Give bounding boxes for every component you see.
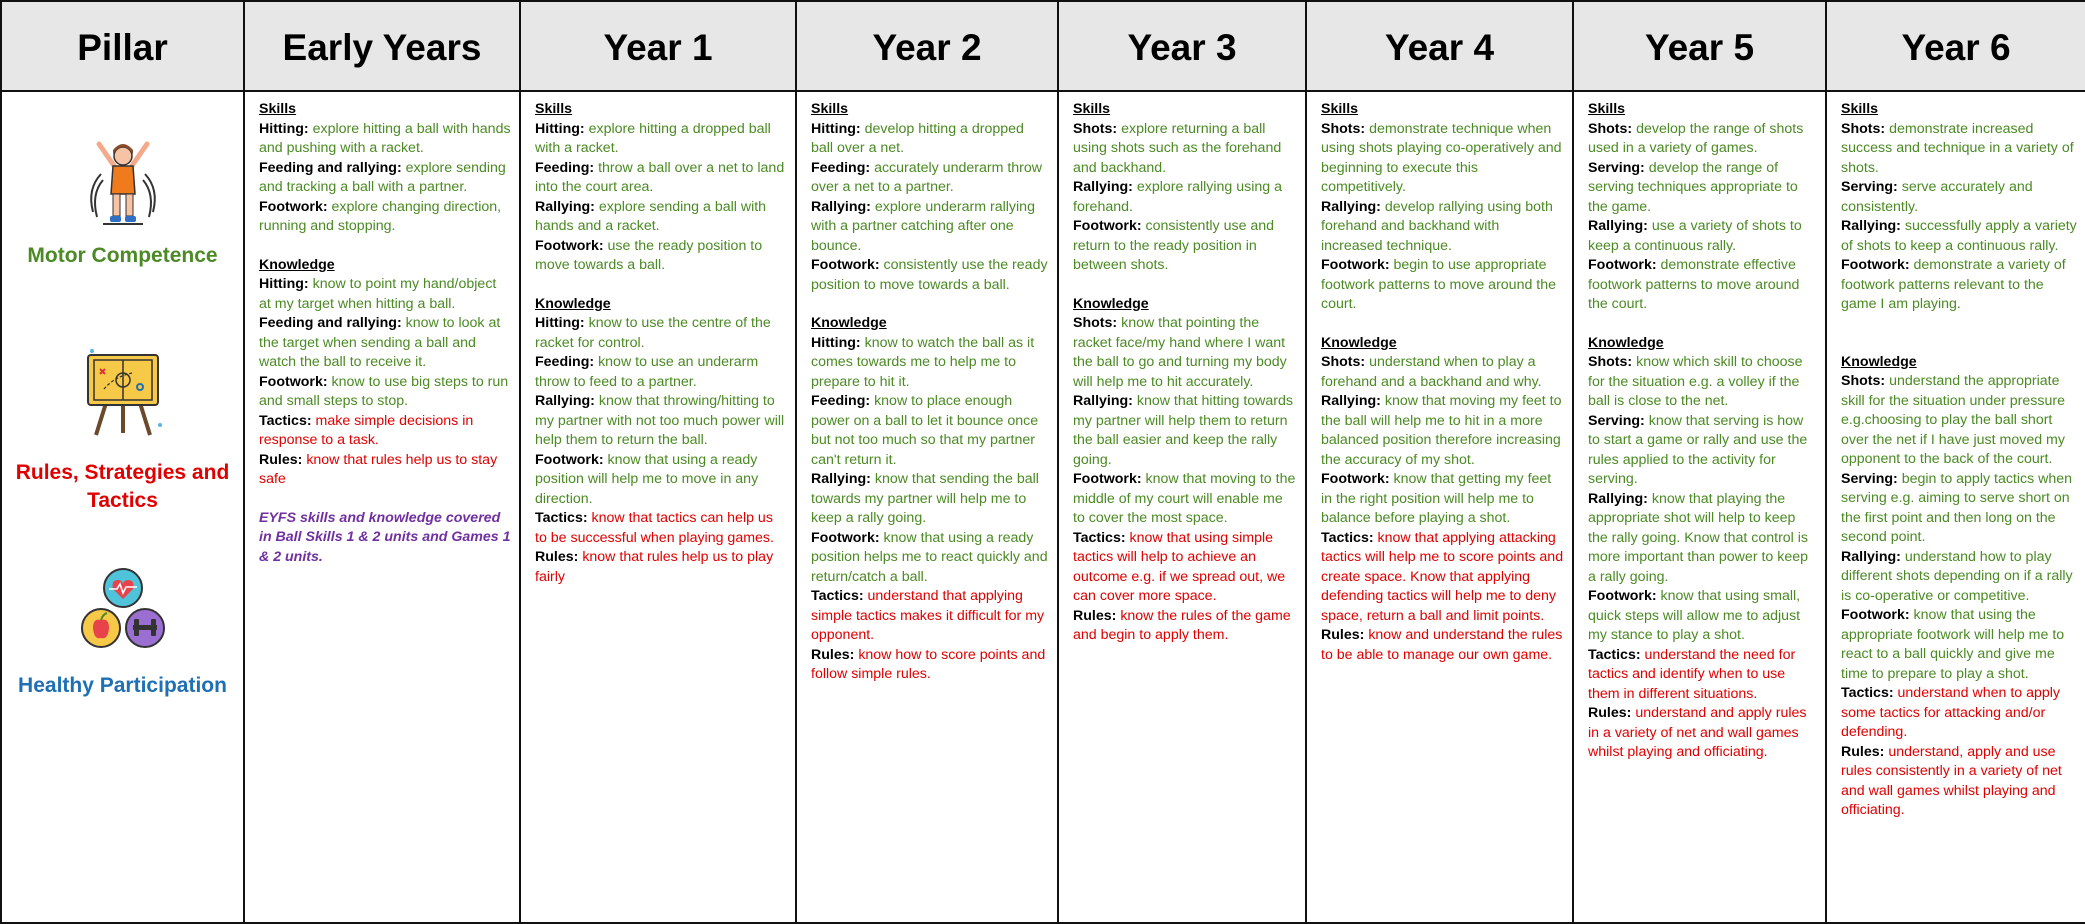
col-early-years xyxy=(244,91,520,923)
item-text: know that pointing the racket face/my hand where I want the ball to go and turning my body will help me to hit accurately. xyxy=(1073,315,1287,390)
skills-item xyxy=(811,120,1049,159)
item-text: develop the range of shots used in a variety of games. xyxy=(1588,120,1804,156)
item-label: Rules: xyxy=(1073,607,1117,624)
item-text: understand how to play different shots depending on if a rally is co-operative or competitive. xyxy=(1841,548,2073,604)
item-text: consistently use and return to the ready position in between shots. xyxy=(1073,218,1275,273)
col-year-1 xyxy=(520,91,796,923)
col-year-3 xyxy=(1058,91,1306,923)
skills-item xyxy=(1841,217,2077,256)
knowledge-item xyxy=(1073,529,1297,607)
item-label: Rallying: xyxy=(1073,393,1133,409)
item-label: Shots: xyxy=(1588,120,1633,137)
knowledge-item xyxy=(259,373,511,412)
item-text: understand that applying simple tactics makes it difficult for my opponent. xyxy=(811,588,1045,643)
item-text: know that using a ready position helps me to react quickly and return/catch a ball. xyxy=(811,529,1048,585)
item-text: begin to use appropriate footwork patterns to move around the court. xyxy=(1321,257,1557,312)
item-text: know that getting my feet in the right position will help me to balance before playing a shot. xyxy=(1321,471,1552,526)
item-label: Hitting: xyxy=(259,276,309,292)
item-label: Footwork: xyxy=(1321,257,1390,273)
skills-item xyxy=(1321,120,1564,198)
item-text: explore sending and tracking a ball with a partner. xyxy=(259,159,506,195)
item-label: Serving: xyxy=(1841,470,1898,487)
item-label: Feeding and rallying: xyxy=(259,159,402,176)
skills-item xyxy=(1321,198,1564,257)
item-text: know that playing the appropriate shot will help to keep the rally going. Know that control is more important than power to keep a rally going. xyxy=(1588,490,1809,585)
item-text: understand, apply and use rules consistently in a variety of net and wall games whilst playing and officiating. xyxy=(1841,743,2062,818)
item-label: Footwork: xyxy=(1588,257,1657,273)
pillar-label-motor: Motor Competence xyxy=(27,244,218,267)
knowledge-item xyxy=(811,646,1049,685)
knowledge-item xyxy=(811,470,1049,529)
item-label: Rallying: xyxy=(1321,198,1381,215)
knowledge-item xyxy=(259,275,511,314)
item-label: Rallying: xyxy=(1321,393,1381,409)
item-text: explore rallying using a forehand. xyxy=(1073,179,1282,215)
skills-item xyxy=(535,237,787,276)
item-label: Rallying: xyxy=(1841,218,1901,234)
item-text: use a variety of shots to keep a continuous rally. xyxy=(1588,218,1802,254)
header-row xyxy=(1,1,2085,91)
header-year-3: Year 3 xyxy=(1058,1,1306,91)
header-year-6: Year 6 xyxy=(1826,1,2085,91)
skills-heading: Skills xyxy=(1321,101,1359,117)
knowledge-heading: Knowledge xyxy=(259,256,335,273)
item-label: Serving: xyxy=(1588,412,1645,429)
item-label: Rules: xyxy=(1588,705,1632,721)
header-early-years: Early Years xyxy=(244,1,520,91)
item-label: Footwork: xyxy=(259,198,328,215)
knowledge-item xyxy=(1841,372,2077,470)
item-label: Shots: xyxy=(1588,354,1633,370)
skills-item xyxy=(1841,256,2077,315)
item-text: know that using a ready position will help me to move in any direction. xyxy=(535,451,759,507)
item-label: Feeding: xyxy=(811,159,871,176)
item-label: Shots: xyxy=(1321,120,1366,137)
knowledge-heading: Knowledge xyxy=(535,295,611,312)
item-text: know that hitting towards my partner will help them to return the ball easier and keep the rally going. xyxy=(1073,393,1294,468)
knowledge-item xyxy=(535,314,787,353)
knowledge-item xyxy=(1321,353,1564,392)
item-text: understand the need for tactics and identify when to use them in different situations. xyxy=(1588,646,1796,702)
skills-heading: Skills xyxy=(1073,101,1111,117)
knowledge-item xyxy=(1588,353,1817,412)
skills-item xyxy=(535,120,787,159)
col-year-2 xyxy=(796,91,1058,923)
item-label: Shots: xyxy=(1841,373,1886,389)
col-year-6 xyxy=(1826,91,2085,923)
item-text: explore hitting a dropped ball with a racket. xyxy=(535,120,771,156)
item-text: demonstrate technique when using shots playing co-operatively and beginning to execute this competitively. xyxy=(1321,120,1562,195)
eyfs-note: EYFS skills and knowledge covered in Ball Skills 1 & 2 units and Games 1 & 2 units. xyxy=(259,509,511,565)
item-label: Footwork: xyxy=(1841,257,1910,273)
item-label: Serving: xyxy=(1588,159,1645,176)
item-text: know that sending the ball towards my partner will help me to keep a rally going. xyxy=(811,471,1039,526)
skills-heading: Skills xyxy=(1841,101,1879,117)
pillar-rules xyxy=(2,347,243,515)
item-label: Feeding and rallying: xyxy=(259,315,402,331)
item-label: Rallying: xyxy=(1073,179,1133,195)
skills-item xyxy=(1588,256,1817,315)
item-label: Rallying: xyxy=(535,393,595,409)
knowledge-item xyxy=(1321,626,1564,665)
item-text: explore returning a ball using shots such as the forehand and backhand. xyxy=(1073,120,1282,176)
item-label: Tactics: xyxy=(1321,529,1374,546)
item-label: Rallying: xyxy=(1588,490,1648,507)
item-text: know to use big steps to run and small steps to stop. xyxy=(259,373,509,409)
item-text: make simple decisions in response to a task. xyxy=(259,412,474,448)
item-text: understand and apply rules in a variety of net and wall games whilst playing and officiating. xyxy=(1588,705,1807,760)
tactics-board-icon xyxy=(80,347,166,437)
skills-heading: Skills xyxy=(1588,101,1626,117)
item-text: know that applying attacking tactics will help me to score points and create space. Know that applying defending tactics will help me to deny space, return a ball and limit points. xyxy=(1321,529,1564,624)
item-label: Feeding: xyxy=(535,354,595,370)
item-label: Footwork: xyxy=(811,529,880,546)
knowledge-item xyxy=(1841,606,2077,684)
item-label: Footwork: xyxy=(1841,607,1910,623)
skills-item xyxy=(1073,178,1297,217)
item-text: develop the range of serving techniques appropriate to the game. xyxy=(1588,159,1798,215)
header-year-2: Year 2 xyxy=(796,1,1058,91)
item-label: Hitting: xyxy=(811,120,861,137)
knowledge-item xyxy=(1073,314,1297,392)
item-text: accurately underarm throw over a net to a partner. xyxy=(811,159,1043,195)
item-text: know how to score points and follow simple rules. xyxy=(811,646,1046,682)
item-label: Rules: xyxy=(1841,743,1885,760)
item-text: demonstrate effective footwork patterns to move around the court. xyxy=(1588,257,1800,312)
item-text: know that using the appropriate footwork will help me to react to a ball quickly and give me time to prepare to play a shot. xyxy=(1841,607,2065,682)
item-text: know that rules help us to play fairly xyxy=(535,549,774,585)
skills-heading: Skills xyxy=(535,101,573,117)
knowledge-item xyxy=(535,548,787,587)
item-text: know that moving to the middle of my court will enable me to cover the most space. xyxy=(1073,471,1296,526)
skills-item xyxy=(1321,256,1564,315)
knowledge-item xyxy=(259,412,511,451)
knowledge-item xyxy=(1588,490,1817,588)
pillar-label-rules: Rules, Strategies and Tactics xyxy=(15,461,230,512)
skills-item xyxy=(811,256,1049,295)
knowledge-item xyxy=(1841,548,2077,607)
skills-heading: Skills xyxy=(811,101,849,117)
item-text: know to use an underarm throw to feed to a partner. xyxy=(535,354,759,390)
item-label: Rules: xyxy=(535,549,579,565)
item-label: Hitting: xyxy=(259,120,309,137)
item-label: Footwork: xyxy=(1588,588,1657,604)
item-text: develop rallying using both forehand and backhand with increased technique. xyxy=(1321,198,1553,254)
content-row xyxy=(1,91,2085,923)
header-year-4: Year 4 xyxy=(1306,1,1573,91)
item-text: throw a ball over a net to land into the court area. xyxy=(535,159,785,195)
pillar-motor xyxy=(2,134,243,270)
skills-item xyxy=(1841,120,2077,179)
item-text: know and understand the rules to be able to manage our own game. xyxy=(1321,627,1563,663)
knowledge-item xyxy=(535,509,787,548)
item-text: explore sending a ball with hands and a racket. xyxy=(535,198,767,234)
knowledge-item xyxy=(1073,392,1297,470)
header-pillar: Pillar xyxy=(1,1,244,91)
skills-item xyxy=(811,159,1049,198)
item-text: know that throwing/hitting to my partner with not too much power will help them to return the ball. xyxy=(535,393,785,448)
skills-item xyxy=(1588,217,1817,256)
pillar-cell xyxy=(1,91,244,923)
item-text: understand the appropriate skill for the situation under pressure e.g.choosing to play the ball short over the net if I have just moved my opponent to the back of the court. xyxy=(1841,373,2065,467)
header-year-1: Year 1 xyxy=(520,1,796,91)
skills-item xyxy=(259,120,511,159)
item-text: know the rules of the game and begin to apply them. xyxy=(1073,607,1291,643)
knowledge-heading: Knowledge xyxy=(811,315,887,331)
knowledge-heading: Knowledge xyxy=(1841,353,1917,370)
item-label: Shots: xyxy=(1073,120,1118,137)
knowledge-heading: Knowledge xyxy=(1588,334,1664,351)
knowledge-item xyxy=(1321,470,1564,529)
item-text: serve accurately and consistently. xyxy=(1841,179,2033,215)
knowledge-item xyxy=(259,451,511,490)
item-label: Shots: xyxy=(1321,354,1366,370)
item-label: Rules: xyxy=(1321,627,1365,643)
item-text: develop hitting a dropped ball over a net. xyxy=(811,120,1024,156)
item-label: Rallying: xyxy=(1841,548,1901,565)
item-label: Rallying: xyxy=(811,198,871,215)
gymnast-icon xyxy=(77,134,169,230)
item-text: know which skill to choose for the situation e.g. a volley if the ball is close to the net. xyxy=(1588,354,1803,409)
item-text: begin to apply tactics when serving e.g. aiming to serve short on the first point and then long on the second point. xyxy=(1841,470,2073,545)
knowledge-item xyxy=(1841,743,2077,821)
item-text: know that using simple tactics will help to achieve an outcome e.g. if we spread out, we can cover more space. xyxy=(1073,529,1286,604)
skills-item xyxy=(1073,120,1297,179)
item-label: Tactics: xyxy=(535,510,588,526)
item-label: Rallying: xyxy=(811,471,871,487)
skills-heading: Skills xyxy=(259,101,297,117)
knowledge-item xyxy=(1588,704,1817,763)
knowledge-item xyxy=(535,353,787,392)
item-text: know that moving my feet to the ball will help me to hit in a more balanced position therefore increasing the accuracy of my shot. xyxy=(1321,393,1562,468)
item-label: Tactics: xyxy=(259,412,312,429)
skills-item xyxy=(535,159,787,198)
item-text: know to watch the ball as it comes towards me to help me to prepare to hit it. xyxy=(811,334,1035,390)
item-label: Feeding: xyxy=(535,159,595,176)
knowledge-item xyxy=(1588,587,1817,646)
item-text: know to look at the target when sending a ball and watch the ball to receive it. xyxy=(259,315,501,370)
item-text: successfully apply a variety of shots to keep a continuous rally. xyxy=(1841,218,2077,254)
knowledge-item xyxy=(1321,392,1564,470)
item-label: Rallying: xyxy=(1588,218,1648,234)
header-year-5: Year 5 xyxy=(1573,1,1826,91)
item-label: Tactics: xyxy=(811,588,864,604)
item-label: Hitting: xyxy=(535,120,585,137)
item-text: use the ready position to move towards a ball. xyxy=(535,237,763,273)
health-icon xyxy=(77,566,169,654)
item-label: Footwork: xyxy=(811,257,880,273)
item-label: Footwork: xyxy=(1073,471,1142,487)
item-label: Tactics: xyxy=(1073,529,1126,546)
item-text: know to point my hand/object at my target when hitting a ball. xyxy=(259,276,497,312)
knowledge-item xyxy=(811,529,1049,588)
item-label: Rules: xyxy=(259,451,303,468)
item-label: Serving: xyxy=(1841,179,1898,195)
item-text: consistently use the ready position to move towards a ball. xyxy=(811,257,1048,293)
item-text: know that rules help us to stay safe xyxy=(259,451,498,487)
item-label: Rules: xyxy=(811,646,855,663)
item-label: Tactics: xyxy=(1588,646,1641,663)
item-text: know that serving is how to start a game or rally and use the rules applied to the activity for serving. xyxy=(1588,412,1808,487)
skills-item xyxy=(1073,217,1297,276)
skills-item xyxy=(1841,178,2077,217)
item-text: explore changing direction, running and stopping. xyxy=(259,198,502,234)
item-text: know that tactics can help us to be successful when playing games. xyxy=(535,510,774,546)
item-label: Footwork: xyxy=(1073,218,1142,234)
skills-item xyxy=(259,159,511,198)
knowledge-item xyxy=(1321,529,1564,627)
knowledge-item xyxy=(535,392,787,451)
item-text: demonstrate a variety of footwork patterns relevant to the game I am playing. xyxy=(1841,257,2066,312)
item-label: Feeding: xyxy=(811,393,871,409)
skills-item xyxy=(535,198,787,237)
item-label: Footwork: xyxy=(259,373,328,390)
skills-item xyxy=(811,198,1049,257)
knowledge-heading: Knowledge xyxy=(1073,295,1149,312)
item-text: understand when to play a forehand and a backhand and why. xyxy=(1321,354,1542,390)
skills-item xyxy=(1588,159,1817,218)
item-text: know to use the centre of the racket for control. xyxy=(535,315,771,351)
item-label: Hitting: xyxy=(811,334,861,351)
item-label: Shots: xyxy=(1841,120,1886,137)
knowledge-item xyxy=(259,314,511,373)
item-text: understand when to apply some tactics for attacking and/or defending. xyxy=(1841,685,2061,740)
pillar-health xyxy=(2,566,243,700)
knowledge-item xyxy=(1841,470,2077,548)
knowledge-item xyxy=(1073,607,1297,646)
item-text: know that using small, quick steps will allow me to adjust my stance to play a shot. xyxy=(1588,588,1801,643)
item-text: know to place enough power on a ball to let it bounce once but not too much so that my partner can't return it. xyxy=(811,393,1039,468)
item-text: demonstrate increased success and technique in a variety of shots. xyxy=(1841,120,2074,176)
item-label: Rallying: xyxy=(535,198,595,215)
item-label: Hitting: xyxy=(535,315,585,331)
knowledge-item xyxy=(1588,646,1817,705)
item-label: Shots: xyxy=(1073,315,1118,331)
skills-item xyxy=(259,198,511,237)
knowledge-item xyxy=(811,392,1049,470)
pillar-label-health: Healthy Participation xyxy=(18,674,227,697)
knowledge-item xyxy=(811,334,1049,393)
knowledge-item xyxy=(811,587,1049,646)
item-text: explore hitting a ball with hands and pushing with a racket. xyxy=(259,120,511,156)
knowledge-item xyxy=(1841,684,2077,743)
skills-item xyxy=(1588,120,1817,159)
knowledge-item xyxy=(535,451,787,510)
col-year-5 xyxy=(1573,91,1826,923)
item-text: explore underarm rallying with a partner catching after one bounce. xyxy=(811,198,1035,254)
item-label: Footwork: xyxy=(535,237,604,254)
knowledge-item xyxy=(1073,470,1297,529)
item-label: Footwork: xyxy=(535,451,604,468)
knowledge-item xyxy=(1588,412,1817,490)
knowledge-heading: Knowledge xyxy=(1321,334,1397,351)
item-label: Footwork: xyxy=(1321,471,1390,487)
col-year-4 xyxy=(1306,91,1573,923)
item-label: Tactics: xyxy=(1841,685,1894,701)
